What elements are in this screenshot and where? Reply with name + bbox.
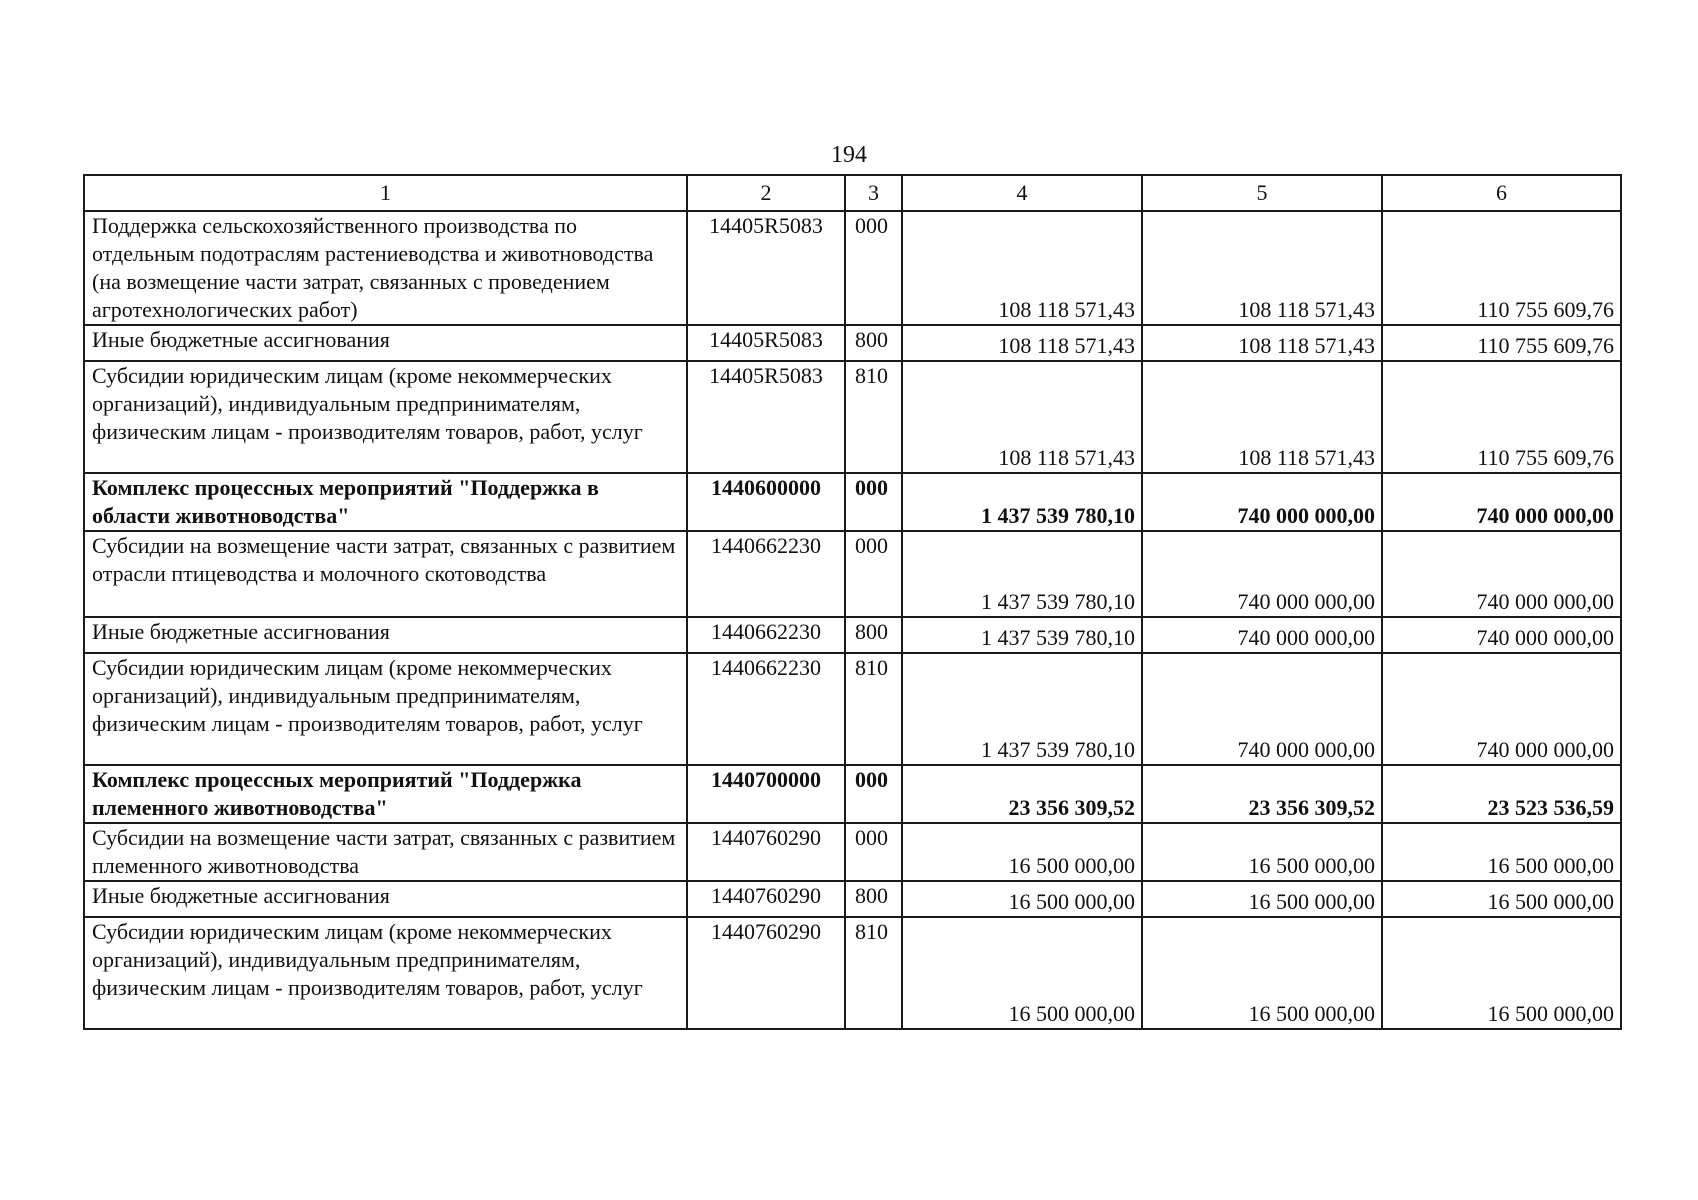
row-target-code: 1440760290 — [687, 917, 845, 1029]
row-target-code: 1440662230 — [687, 653, 845, 765]
table-row — [84, 473, 1621, 531]
row-expense-type: 800 — [845, 881, 902, 917]
row-amount-col5: 740 000 000,00 — [1142, 617, 1382, 653]
row-amount-col5: 108 118 571,43 — [1142, 211, 1382, 325]
row-amount-col6: 16 500 000,00 — [1382, 881, 1621, 917]
row-amount-col6: 110 755 609,76 — [1382, 325, 1621, 361]
row-description: Поддержка сельскохозяйственного производства по отдельным подотраслям растениеводства и животноводства (на возмещение части затрат, связанных с проведением агротехнологических работ) — [84, 211, 687, 325]
row-target-code: 1440662230 — [687, 617, 845, 653]
row-amount-col5: 16 500 000,00 — [1142, 881, 1382, 917]
row-amount-col5: 108 118 571,43 — [1142, 361, 1382, 473]
column-header-6: 6 — [1382, 175, 1621, 211]
row-amount-col6: 740 000 000,00 — [1382, 653, 1621, 765]
row-expense-type: 000 — [845, 823, 902, 881]
row-amount-col6: 110 755 609,76 — [1382, 361, 1621, 473]
row-target-code: 1440600000 — [687, 473, 845, 531]
table-row — [84, 653, 1621, 765]
row-amount-col4: 108 118 571,43 — [902, 325, 1142, 361]
table-row — [84, 765, 1621, 823]
row-amount-col4: 1 437 539 780,10 — [902, 653, 1142, 765]
row-amount-col5: 23 356 309,52 — [1142, 765, 1382, 823]
row-expense-type: 800 — [845, 617, 902, 653]
row-expense-type: 810 — [845, 653, 902, 765]
row-expense-type: 000 — [845, 531, 902, 617]
table-row — [84, 917, 1621, 1029]
row-description: Иные бюджетные ассигнования — [84, 617, 687, 653]
row-target-code: 14405R5083 — [687, 325, 845, 361]
row-amount-col5: 740 000 000,00 — [1142, 473, 1382, 531]
row-expense-type: 000 — [845, 211, 902, 325]
row-amount-col5: 740 000 000,00 — [1142, 653, 1382, 765]
column-header-1: 1 — [84, 175, 687, 211]
row-expense-type: 000 — [845, 765, 902, 823]
row-expense-type: 810 — [845, 361, 902, 473]
row-target-code: 1440700000 — [687, 765, 845, 823]
row-amount-col5: 740 000 000,00 — [1142, 531, 1382, 617]
column-header-3: 3 — [845, 175, 902, 211]
row-description: Субсидии юридическим лицам (кроме некоммерческих организаций), индивидуальным предпринимателям, физическим лицам - производителям товаров, работ, услуг — [84, 361, 687, 473]
row-description: Иные бюджетные ассигнования — [84, 325, 687, 361]
row-amount-col4: 16 500 000,00 — [902, 823, 1142, 881]
row-amount-col6: 110 755 609,76 — [1382, 211, 1621, 325]
row-amount-col4: 23 356 309,52 — [902, 765, 1142, 823]
row-description: Комплекс процессных мероприятий "Поддержка племенного животноводства" — [84, 765, 687, 823]
table-row — [84, 531, 1621, 617]
row-amount-col6: 740 000 000,00 — [1382, 473, 1621, 531]
budget-table — [83, 174, 1622, 1030]
row-description: Комплекс процессных мероприятий "Поддержка в области животноводства" — [84, 473, 687, 531]
header-row — [84, 175, 1621, 211]
row-target-code: 14405R5083 — [687, 211, 845, 325]
row-description: Субсидии на возмещение части затрат, связанных с развитием отрасли птицеводства и молочного скотоводства — [84, 531, 687, 617]
column-header-2: 2 — [687, 175, 845, 211]
row-amount-col4: 16 500 000,00 — [902, 881, 1142, 917]
row-amount-col5: 16 500 000,00 — [1142, 917, 1382, 1029]
table-row — [84, 211, 1621, 325]
column-header-4: 4 — [902, 175, 1142, 211]
row-expense-type: 810 — [845, 917, 902, 1029]
table-row — [84, 617, 1621, 653]
row-amount-col6: 23 523 536,59 — [1382, 765, 1621, 823]
row-amount-col4: 1 437 539 780,10 — [902, 617, 1142, 653]
row-amount-col4: 1 437 539 780,10 — [902, 473, 1142, 531]
row-target-code: 1440760290 — [687, 881, 845, 917]
row-description: Субсидии на возмещение части затрат, связанных с развитием племенного животноводства — [84, 823, 687, 881]
table-body — [84, 211, 1621, 1029]
table-row — [84, 361, 1621, 473]
row-amount-col5: 16 500 000,00 — [1142, 823, 1382, 881]
row-target-code: 1440662230 — [687, 531, 845, 617]
row-amount-col4: 108 118 571,43 — [902, 361, 1142, 473]
row-description: Субсидии юридическим лицам (кроме некоммерческих организаций), индивидуальным предпринимателям, физическим лицам - производителям товаров, работ, услуг — [84, 653, 687, 765]
row-description: Субсидии юридическим лицам (кроме некоммерческих организаций), индивидуальным предпринимателям, физическим лицам - производителям товаров, работ, услуг — [84, 917, 687, 1029]
row-amount-col6: 16 500 000,00 — [1382, 823, 1621, 881]
row-amount-col5: 108 118 571,43 — [1142, 325, 1382, 361]
row-amount-col4: 108 118 571,43 — [902, 211, 1142, 325]
row-target-code: 14405R5083 — [687, 361, 845, 473]
table-row — [84, 881, 1621, 917]
row-expense-type: 800 — [845, 325, 902, 361]
column-header-5: 5 — [1142, 175, 1382, 211]
row-amount-col6: 740 000 000,00 — [1382, 531, 1621, 617]
row-amount-col4: 1 437 539 780,10 — [902, 531, 1142, 617]
row-amount-col4: 16 500 000,00 — [902, 917, 1142, 1029]
table-row — [84, 325, 1621, 361]
page-number: 194 — [831, 142, 867, 168]
row-amount-col6: 740 000 000,00 — [1382, 617, 1621, 653]
row-expense-type: 000 — [845, 473, 902, 531]
row-target-code: 1440760290 — [687, 823, 845, 881]
row-amount-col6: 16 500 000,00 — [1382, 917, 1621, 1029]
table-row — [84, 823, 1621, 881]
row-description: Иные бюджетные ассигнования — [84, 881, 687, 917]
